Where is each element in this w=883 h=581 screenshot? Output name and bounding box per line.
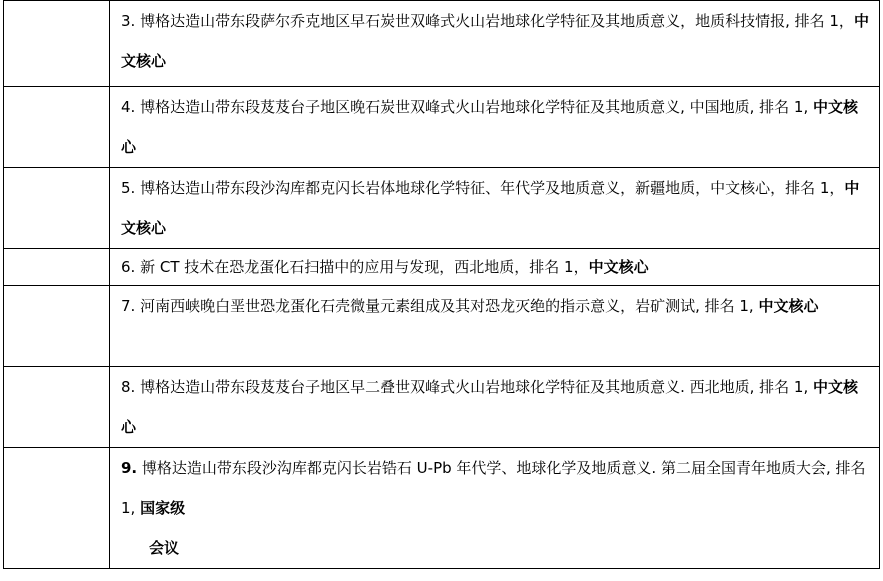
entry-text: 7. 河南西峡晚白垩世恐龙蛋化石壳微量元素组成及其对恐龙灭绝的指示意义，岩矿测试, 排名 1,: [121, 297, 759, 315]
publication-entry: [110, 168, 880, 249]
blank-cell: [4, 448, 110, 569]
blank-cell: [4, 87, 110, 168]
publication-entry: [110, 367, 880, 448]
entry-text: 6. 新 CT 技术在恐龙蛋化石扫描中的应用与发现，西北地质，排名 1，: [121, 258, 589, 276]
entry-text: 8. 博格达造山带东段芨芨台子地区早二叠世双峰式火山岩地球化学特征及其地质意义. 西北地质, 排名 1,: [121, 378, 814, 396]
entry-text: 4. 博格达造山带东段芨芨台子地区晚石炭世双峰式火山岩地球化学特征及其地质意义, 中国地质, 排名 1,: [121, 98, 814, 116]
entry-text: 博格达造山带东段沙沟库都克闪长岩锆石 U-Pb 年代学、地球化学及地质意义. 第二届全国青年地质大会, 排名 1,: [121, 459, 866, 517]
entry-tag-continuation: 会议: [149, 539, 180, 557]
table-row: [4, 448, 880, 569]
entry-tag: 中文核心: [588, 258, 649, 276]
entry-tag: 中文核心: [121, 179, 860, 237]
blank-cell: [4, 367, 110, 448]
entry-tag: 中文核心: [758, 297, 819, 315]
table-row: [4, 87, 880, 168]
table-row: [4, 367, 880, 448]
blank-cell: [4, 249, 110, 286]
entry-text: 5. 博格达造山带东段沙沟库都克闪长岩体地球化学特征、年代学及地质意义，新疆地质，中文核心，排名 1，: [121, 179, 845, 197]
entry-tag: 中文核心: [121, 98, 859, 156]
entry-number: 9.: [121, 459, 138, 477]
publication-entry: [110, 249, 880, 286]
publication-entry: [110, 1, 880, 87]
entry-tag: 中文核心: [121, 12, 869, 70]
publication-entry: [110, 448, 880, 569]
blank-cell: [4, 168, 110, 249]
table-row: [4, 286, 880, 367]
table-row: [4, 249, 880, 286]
blank-cell: [4, 286, 110, 367]
table-row: [4, 1, 880, 87]
publication-entry: [110, 87, 880, 168]
entry-tag: 国家级: [140, 499, 186, 517]
entry-text: 3. 博格达造山带东段萨尔乔克地区早石炭世双峰式火山岩地球化学特征及其地质意义，地质科技情报, 排名 1，: [121, 12, 854, 30]
publication-entry: [110, 286, 880, 367]
blank-cell: [4, 1, 110, 87]
entry-tag: 中文核心: [121, 378, 859, 436]
table-row: [4, 168, 880, 249]
publications-table: [3, 0, 880, 569]
